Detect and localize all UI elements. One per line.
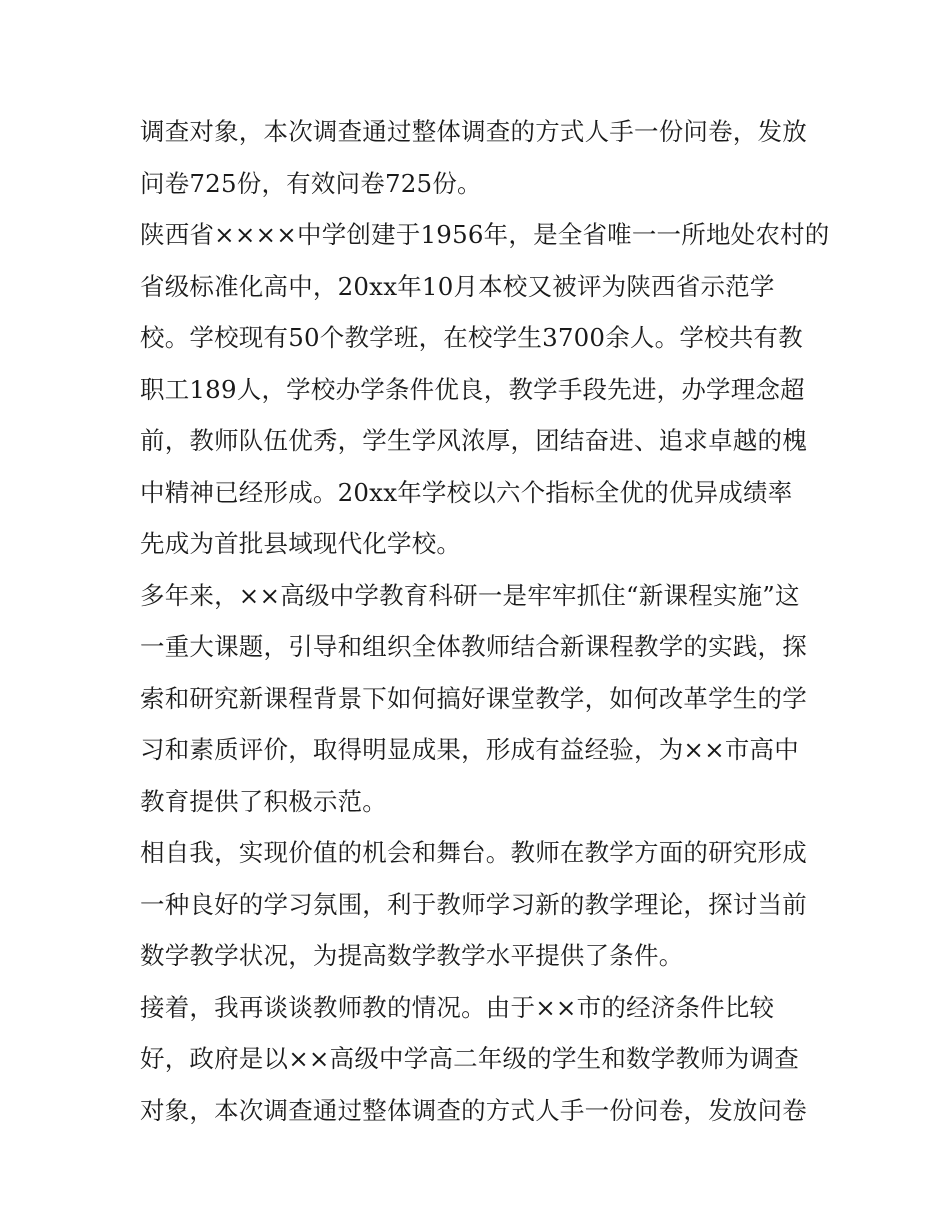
body-text [140, 106, 830, 1136]
text-line: 接着，我再谈谈教师教的情况。由于××市的经济条件比较 [140, 992, 775, 1022]
text-line: 教育提供了积极示范。 [140, 786, 387, 816]
text-line: 相自我，实现价值的机会和舞台。教师在教学方面的研究形成 [140, 838, 807, 867]
text-line: 调查对象，本次调查通过整体调查的方式人手一份问卷，发放 [140, 117, 807, 146]
text-line: 一种良好的学习氛围，利于教师学习新的教学理论，探讨当前 [140, 889, 807, 919]
text-line: 好，政府是以××高级中学高二年级的学生和数学教师为调查 [140, 1044, 799, 1073]
text-line: 索和研究新课程背景下如何搞好课堂教学，如何改革学生的学 [140, 683, 807, 713]
text-line: 中精神已经形成。20xx年学校以六个指标全优的优异成绩率 [140, 477, 793, 507]
text-line: 先成为首批县域现代化学校。 [140, 529, 462, 558]
text-line: 前，教师队伍优秀，学生学风浓厚，团结奋进、追求卓越的槐 [140, 426, 807, 455]
text-line: 数学教学状况，为提高数学教学水平提供了条件。 [140, 941, 684, 970]
text-line: 陕西省××××中学创建于1956年，是全省唯一一所地处农村的 [140, 220, 830, 249]
text-line: 多年来，××高级中学教育科研一是牢牢抓住“新课程实施”这 [140, 580, 800, 610]
text-line: 省级标准化高中，20xx年10月本校又被评为陕西省示范学 [140, 271, 775, 301]
text-line: 习和素质评价，取得明显成果，形成有益经验，为××市高中 [140, 735, 799, 764]
text-line: 职工189人，学校办学条件优良，教学手段先进，办学理念超 [140, 374, 805, 404]
text-line: 对象，本次调查通过整体调查的方式人手一份问卷，发放问卷 [140, 1095, 807, 1125]
text-line: 问卷725份，有效问卷725份。 [140, 168, 482, 198]
text-line: 一重大课题，引导和组织全体教师结合新课程教学的实践，探 [140, 632, 807, 661]
text-line: 校。学校现有50个教学班，在校学生3700余人。学校共有教 [140, 323, 803, 352]
